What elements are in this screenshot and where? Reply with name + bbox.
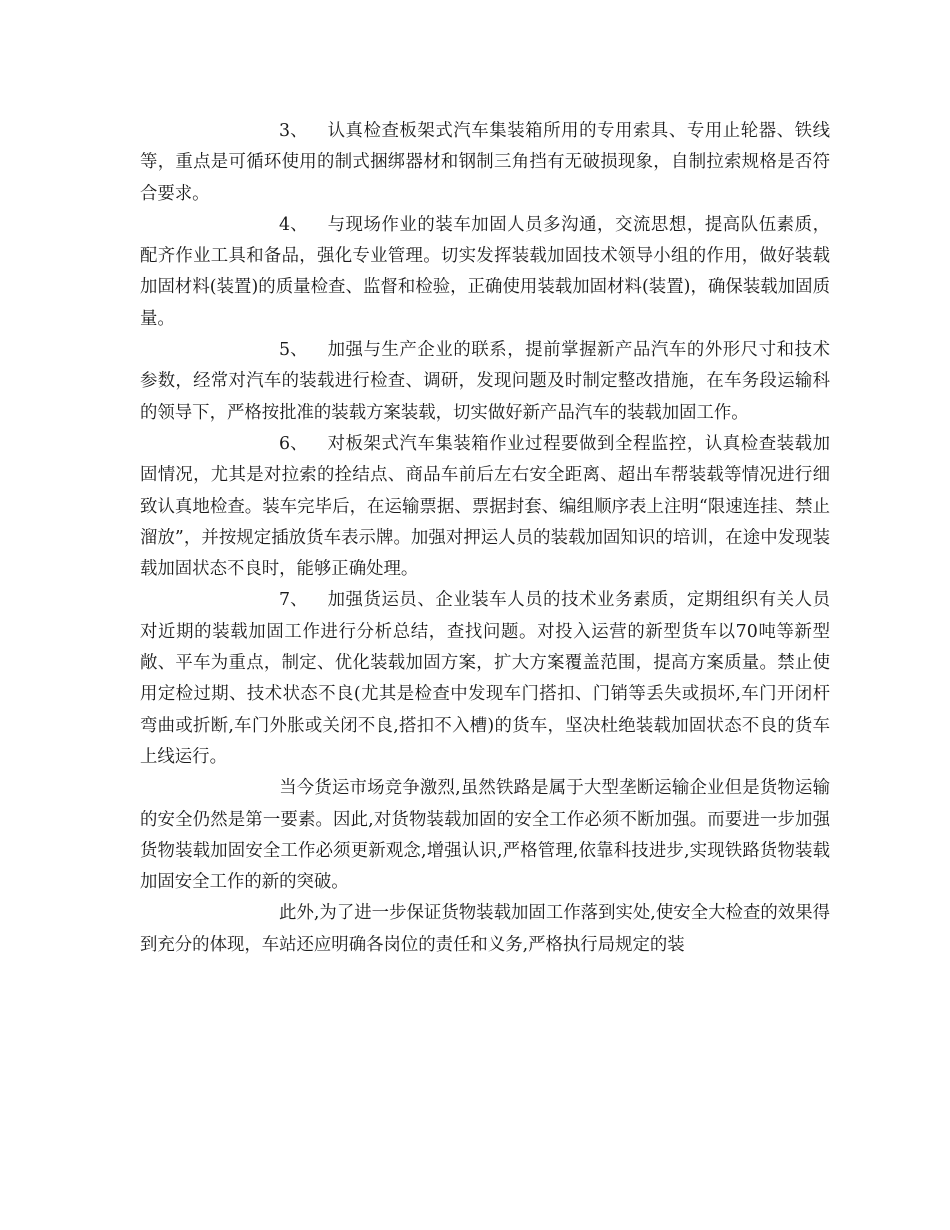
paragraph-text: 当今货运市场竞争激烈,虽然铁路是属于大型垄断运输企业但是货物运输的安全仍然是第一要素。因此,对货物装载加固的安全工作必须不断加强。而要进一步加强货物装载加固安全工作必须更新观念,增强认识,严格管理,依靠科技进步,实现铁路货物装载加固安全工作的新的突破。 bbox=[140, 778, 830, 893]
item-number: 6、 bbox=[279, 433, 308, 454]
paragraph-text: 加强货运员、企业装车人员的技术业务素质，定期组织有关人员对近期的装载加固工作进行分析总结，查找问题。对投入运营的新型货车以70吨等新型敞、平车为重点，制定、优化装载加固方案，扩大方案覆盖范围，提高方案质量。禁止使用定检过期、技术状态不良(尤其是检查中发现车门搭扣、门销等丢失或损坏,车门开闭杆弯曲或折断,车门外胀或关闭不良,搭扣不入槽)的货车，坚决杜绝装载加固状态不良的货车上线运行。 bbox=[140, 590, 830, 767]
paragraph-item-3 bbox=[140, 116, 830, 210]
item-number: 5、 bbox=[279, 340, 308, 361]
paragraph-item-5 bbox=[140, 335, 830, 429]
item-number: 3、 bbox=[279, 121, 308, 141]
paragraph-additional bbox=[140, 898, 830, 961]
item-number: 4、 bbox=[279, 214, 308, 235]
paragraph-text: 认真检查板架式汽车集装箱所用的专用索具、专用止轮器、铁线等，重点是可循环使用的制式捆绑器材和钢制三角挡有无破损现象，自制拉索规格是否符合要求。 bbox=[140, 121, 830, 204]
paragraph-text: 加强与生产企业的联系，提前掌握新产品汽车的外形尺寸和技术参数，经常对汽车的装载进行检查、调研，发现问题及时制定整改措施，在车务段运输科的领导下，严格按批准的装载方案装载，切实做好新产品汽车的装载加固工作。 bbox=[140, 340, 830, 423]
paragraph-summary bbox=[140, 773, 830, 898]
paragraph-text: 此外,为了进一步保证货物装载加固工作落到实处,使安全大检查的效果得到充分的体现，车站还应明确各岗位的责任和义务,严格执行局规定的装 bbox=[140, 903, 830, 955]
paragraph-text: 对板架式汽车集装箱作业过程要做到全程监控，认真检查装载加固情况，尤其是对拉索的拴结点、商品车前后左右安全距离、超出车帮装载等情况进行细致认真地检查。装车完毕后，在运输票据、票据封套、编组顺序表上注明“限速连挂、禁止溜放”，并按规定插放货车表示牌。加强对押运人员的装载加固知识的培训，在途中发现装载加固状态不良时，能够正确处理。 bbox=[140, 433, 830, 580]
document-page bbox=[140, 116, 830, 961]
paragraph-item-7 bbox=[140, 585, 830, 773]
item-number: 7、 bbox=[279, 590, 308, 611]
paragraph-text: 与现场作业的装车加固人员多沟通，交流思想，提高队伍素质，配齐作业工具和备品，强化专业管理。切实发挥装载加固技术领导小组的作用，做好装载加固材料(装置)的质量检查、监督和检验，正确使用装载加固材料(装置)，确保装载加固质量。 bbox=[140, 214, 830, 329]
paragraph-item-4 bbox=[140, 210, 830, 335]
paragraph-item-6 bbox=[140, 429, 830, 585]
